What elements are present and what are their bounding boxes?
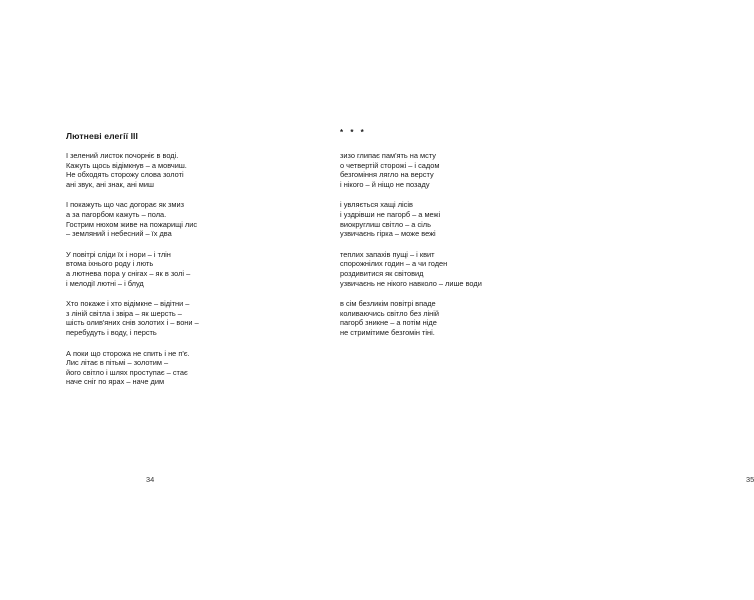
verse-line: пагорб зникне – а потім ніде: [340, 318, 437, 328]
verse-line: узвичаєнь не нікого навколо – лише води: [340, 278, 482, 288]
asterism-ornament: * * *: [340, 128, 367, 137]
stanza: [66, 250, 266, 288]
page-number-right: 35: [746, 475, 754, 484]
verse-line: Не обходять сторожу слова золоті: [66, 170, 184, 180]
left-page: [0, 0, 300, 600]
poem-title: Лютневі елегії ІІІ: [66, 131, 139, 141]
stanza: [340, 299, 540, 337]
verse-line: а лютнева пора у снігах – як в золі –: [66, 268, 191, 278]
verse-line: і уздрівши не пагорб – а межі: [340, 209, 441, 219]
stanza: [66, 151, 266, 189]
verse-line: Хто покаже і хто відімкне – відітни –: [66, 299, 190, 309]
verse-line: втома іхнього роду і лють: [66, 259, 154, 269]
verse-line: Лис літає в пітьмі – золотим –: [66, 358, 169, 368]
stanza: [66, 299, 266, 337]
page-number-left: 34: [146, 475, 155, 484]
left-poem-body: [66, 151, 266, 398]
verse-line: не стримітиме безгомін тіні.: [340, 327, 435, 337]
stanza: [66, 349, 266, 387]
verse-line: ані звук, ані знак, ані миш: [66, 179, 154, 189]
verse-line: – земляний і небесний – їх два: [66, 229, 172, 239]
right-poem-body: [340, 151, 540, 349]
stanza: [340, 250, 540, 288]
verse-line: перебудуть і воду, і персть: [66, 327, 157, 337]
verse-line: а за пагорбом кажуть – пола.: [66, 209, 167, 219]
stanza: [340, 151, 540, 189]
verse-line: безгоміння лягло на версту: [340, 170, 434, 180]
verse-line: Гострим нюхом живе на пожарищі лис: [66, 219, 198, 229]
verse-line: І зелений листок почорніє в воді.: [66, 151, 179, 160]
stanza: [66, 200, 266, 238]
verse-line: роздивитися як світовид: [340, 268, 424, 278]
verse-line: його світло і шлях проступає – стає: [66, 367, 188, 377]
verse-line: І покажуть що час догорає як змиз: [66, 200, 184, 210]
verse-line: Кажуть щось відімкнув – а мовчиш.: [66, 160, 187, 170]
verse-line: з ліній світла і звіра – як шерсть –: [66, 308, 182, 318]
verse-line: і нікого – й ніщо не позаду: [340, 179, 430, 189]
verse-line: теплих запахів пущі – і квит: [340, 249, 435, 259]
verse-line: і мелодії лютні – і блуд: [66, 278, 144, 288]
verse-line: У повітрі сліди їх і нори – і тлін: [66, 249, 171, 259]
verse-line: о четвертій сторожі – і садом: [340, 160, 440, 170]
verse-line: узвичаєнь гірка – може вежі: [340, 229, 436, 239]
verse-line: спорожнілих годин – а чи годен: [340, 259, 448, 269]
verse-line: шість олив'яних снів золотих і – вони –: [66, 318, 199, 328]
stanza: [340, 200, 540, 238]
verse-line: зизо глипає пам'ять на мсту: [340, 151, 436, 160]
verse-line: виокруглиш світло – а сіль: [340, 219, 431, 229]
verse-line: наче сніг по ярах – наче дим: [66, 377, 165, 387]
verse-line: і увляється хащі лісів: [340, 200, 413, 210]
verse-line: А поки що сторожа не спить і не п'є.: [66, 348, 190, 358]
verse-line: в сім безликім повітрі впаде: [340, 299, 436, 309]
verse-line: коливаючись світло без ліній: [340, 308, 440, 318]
